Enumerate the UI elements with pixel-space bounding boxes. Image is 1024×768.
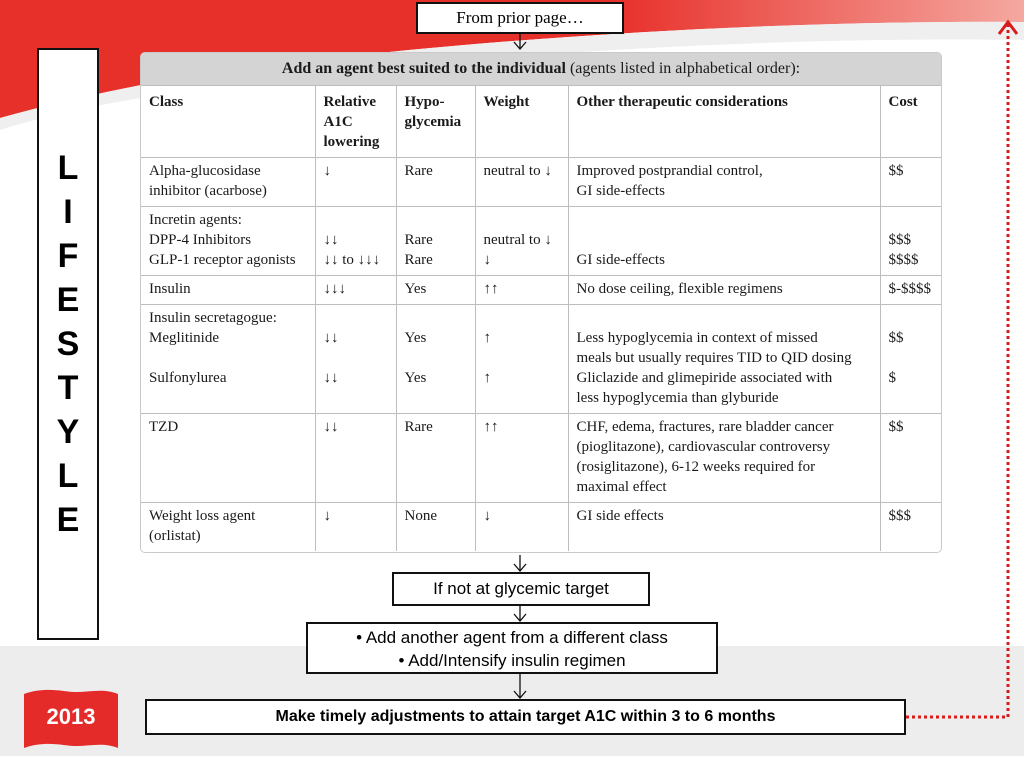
column-header xyxy=(141,86,315,158)
cell-line: ↓↓↓ xyxy=(323,281,346,297)
cell-cost xyxy=(880,276,941,305)
lifestyle-letter: E xyxy=(56,501,80,539)
cell-a1c xyxy=(315,305,396,414)
cell-other xyxy=(568,207,880,276)
cell-line: Yes xyxy=(404,330,427,346)
cell-other xyxy=(568,414,880,503)
column-header xyxy=(568,86,880,158)
cell-cost xyxy=(880,503,941,552)
cell-line: $ xyxy=(888,370,896,386)
cell-line: meals but usually requires TID to QID dosing xyxy=(576,350,852,366)
cell-line: neutral to ↓ xyxy=(483,232,552,248)
cell-line xyxy=(484,308,560,328)
cell-a1c xyxy=(315,414,396,503)
cell-line: ↓ xyxy=(483,252,491,268)
cell-line xyxy=(484,348,560,368)
header-line: lowering xyxy=(323,134,380,150)
cell-line: Sulfonylurea xyxy=(149,370,227,386)
cell-line xyxy=(484,210,560,230)
cell-a1c xyxy=(315,503,396,552)
cell-line: ↓↓ xyxy=(323,370,339,386)
year-label: 2013 xyxy=(46,704,96,729)
cell-line: None xyxy=(404,508,437,524)
cell-line: $$$ xyxy=(888,232,911,248)
cell-line: maximal effect xyxy=(576,479,667,495)
cell-class xyxy=(141,158,315,207)
cell-line: less hypoglycemia than glyburide xyxy=(576,390,779,406)
cell-line: Insulin xyxy=(149,281,191,297)
cell-line: TZD xyxy=(149,419,179,435)
cell-other xyxy=(568,305,880,414)
cell-line: ↓↓ xyxy=(323,330,339,346)
cell-line: Yes xyxy=(404,370,427,386)
cell-line: ↑↑ xyxy=(483,281,499,297)
lifestyle-letter: E xyxy=(56,281,80,319)
table-title xyxy=(141,53,941,86)
cell-weight xyxy=(475,503,568,552)
cell-cost xyxy=(880,414,941,503)
header-line: Weight xyxy=(483,94,530,110)
cell-line: No dose ceiling, flexible regimens xyxy=(576,281,783,297)
lifestyle-letter: F xyxy=(57,237,79,275)
cell-line: ↑↑ xyxy=(483,419,499,435)
lifestyle-letter: I xyxy=(63,193,73,231)
cell-line: Alpha-glucosidase xyxy=(149,163,261,179)
cell-line: Gliclazide and glimepiride associated with xyxy=(576,370,833,386)
cell-line: ↑ xyxy=(483,330,491,346)
cell-a1c xyxy=(315,207,396,276)
cell-weight xyxy=(475,276,568,305)
cell-line: Meglitinide xyxy=(149,330,219,346)
cell-line: ↓↓ xyxy=(323,419,339,435)
cell-class xyxy=(141,207,315,276)
column-header xyxy=(315,86,396,158)
cell-line: ↓ xyxy=(483,508,491,524)
cell-line xyxy=(577,210,872,230)
table-title-bold: Add an agent best suited to the individual xyxy=(281,60,566,77)
cell-line: inhibitor (acarbose) xyxy=(149,183,267,199)
cell-line: Weight loss agent xyxy=(149,508,256,524)
header-line: Hypo- xyxy=(404,94,445,110)
cell-hypo xyxy=(396,207,475,276)
cell-cost xyxy=(880,158,941,207)
cell-line: Insulin secretagogue: xyxy=(149,310,277,326)
cell-line: ↓↓ to ↓↓↓ xyxy=(323,252,381,268)
column-header xyxy=(475,86,568,158)
cell-weight xyxy=(475,305,568,414)
cell-line: ↓ xyxy=(323,163,331,179)
cell-line: (pioglitazone), cardiovascular controversy xyxy=(576,439,831,455)
cell-line xyxy=(405,348,467,368)
column-header xyxy=(396,86,475,158)
cell-line: $$$$ xyxy=(888,252,919,268)
cell-line: Less hypoglycemia in context of missed xyxy=(576,330,818,346)
table-row xyxy=(141,276,941,305)
cell-line xyxy=(889,210,934,230)
cell-line: ↓↓ xyxy=(323,232,339,248)
cell-weight xyxy=(475,207,568,276)
add-agent-box xyxy=(306,622,718,674)
lifestyle-letter: L xyxy=(57,149,79,187)
lifestyle-letter: T xyxy=(57,369,79,407)
header-line: A1C xyxy=(323,114,353,130)
cell-line: Rare xyxy=(404,163,433,179)
cell-line: $$$ xyxy=(888,508,911,524)
timely-adjustments-box: Make timely adjustments to attain target A1C within 3 to 6 months xyxy=(145,699,906,735)
cell-line: Yes xyxy=(404,281,427,297)
cell-hypo xyxy=(396,276,475,305)
header-line: Relative xyxy=(323,94,376,110)
cell-hypo xyxy=(396,305,475,414)
add-option-item: • Add/Intensify insulin regimen xyxy=(398,651,626,670)
cell-other xyxy=(568,276,880,305)
cell-line: Rare xyxy=(404,252,433,268)
add-option-item: • Add another agent from a different class xyxy=(356,628,668,647)
cell-class xyxy=(141,276,315,305)
cell-other xyxy=(568,158,880,207)
cell-class xyxy=(141,414,315,503)
table-header-row xyxy=(141,86,941,158)
cell-line: (rosiglitazone), 6-12 weeks required for xyxy=(576,459,816,475)
header-line: Other therapeutic considerations xyxy=(576,94,788,110)
cell-line xyxy=(405,210,467,230)
lifestyle-box xyxy=(37,48,99,640)
cell-cost xyxy=(880,305,941,414)
cell-line xyxy=(324,308,388,328)
cell-line: GLP-1 receptor agonists xyxy=(149,252,296,268)
lifestyle-letter: S xyxy=(56,325,80,363)
lifestyle-letter: Y xyxy=(56,413,80,451)
cell-line xyxy=(324,348,388,368)
cell-line: DPP-4 Inhibitors xyxy=(149,232,252,248)
header-line: Class xyxy=(149,94,184,110)
cell-line: ↓ xyxy=(323,508,331,524)
cell-line: Rare xyxy=(404,419,433,435)
cell-line: GI side-effects xyxy=(576,183,665,199)
cell-other xyxy=(568,503,880,552)
table-row xyxy=(141,207,941,276)
cell-hypo xyxy=(396,158,475,207)
cell-line xyxy=(577,230,872,250)
cell-line: $$ xyxy=(888,163,904,179)
cell-line xyxy=(577,308,872,328)
from-prior-page-box: From prior page… xyxy=(416,2,624,34)
cell-line: Incretin agents: xyxy=(149,212,242,228)
cell-line xyxy=(889,308,934,328)
cell-line xyxy=(149,348,307,368)
table-row xyxy=(141,305,941,414)
table-row xyxy=(141,158,941,207)
column-header xyxy=(880,86,941,158)
cell-line: $$ xyxy=(888,330,904,346)
not-at-target-box: If not at glycemic target xyxy=(392,572,650,606)
cell-line: Rare xyxy=(404,232,433,248)
cell-line: $-$$$$ xyxy=(888,281,931,297)
agent-table xyxy=(141,86,941,551)
cell-weight xyxy=(475,414,568,503)
lifestyle-letter: L xyxy=(57,457,79,495)
cell-line xyxy=(324,210,388,230)
cell-cost xyxy=(880,207,941,276)
cell-line: $$ xyxy=(888,419,904,435)
table-title-rest: (agents listed in alphabetical order): xyxy=(565,60,801,77)
cell-hypo xyxy=(396,503,475,552)
header-line: glycemia xyxy=(404,114,462,130)
cell-a1c xyxy=(315,158,396,207)
agent-table-panel xyxy=(140,52,942,553)
cell-line: ↑ xyxy=(483,370,491,386)
cell-line: (orlistat) xyxy=(149,528,201,544)
cell-line: GI side-effects xyxy=(576,252,665,268)
cell-line: neutral to ↓ xyxy=(483,163,552,179)
cell-a1c xyxy=(315,276,396,305)
cell-line: Improved postprandial control, xyxy=(576,163,763,179)
cell-line: GI side effects xyxy=(576,508,664,524)
cell-class xyxy=(141,503,315,552)
cell-line xyxy=(405,308,467,328)
cell-line xyxy=(889,348,934,368)
header-line: Cost xyxy=(888,94,918,110)
cell-weight xyxy=(475,158,568,207)
cell-hypo xyxy=(396,414,475,503)
cell-line: CHF, edema, fractures, rare bladder cancer xyxy=(576,419,834,435)
table-row xyxy=(141,503,941,552)
table-row xyxy=(141,414,941,503)
cell-class xyxy=(141,305,315,414)
